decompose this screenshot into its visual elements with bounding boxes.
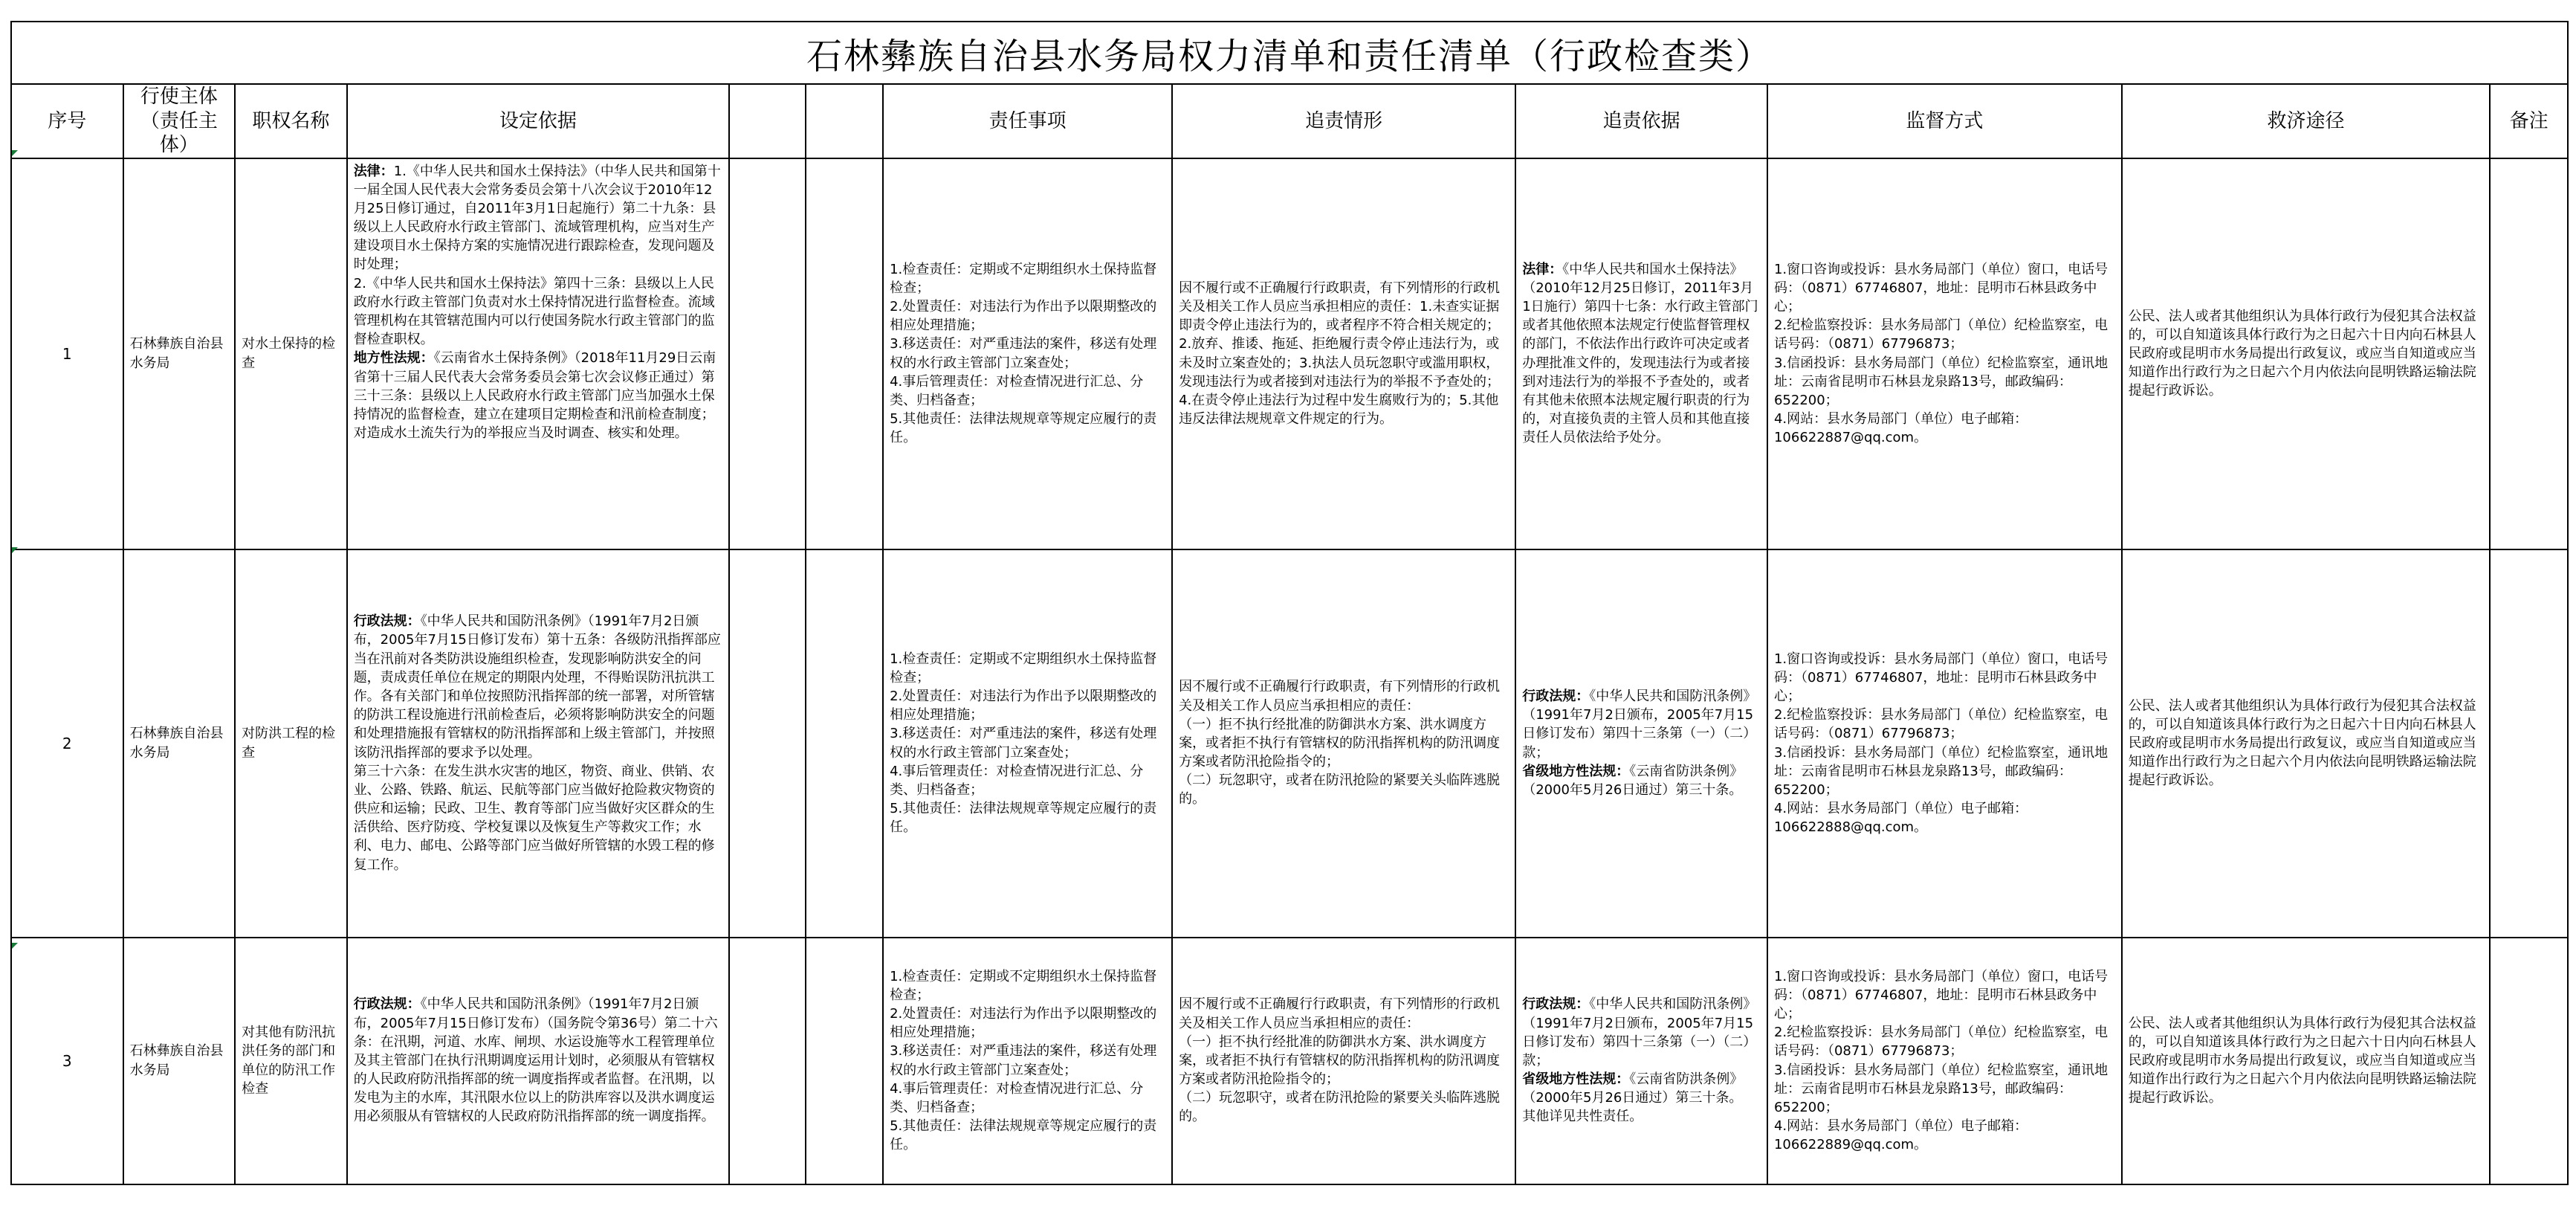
cell-comment-marker-icon — [12, 150, 18, 156]
header-row — [11, 84, 2568, 158]
sheet-title: 石林彝族自治县水务局权力清单和责任清单（行政检查类） — [10, 21, 2569, 83]
header-accountability: 追责情形 — [1172, 84, 1515, 158]
acc-basis-text: 《中华人民共和国防汛条例》（1991年7月2日颁布，2005年7月15日修订发布）第四十三条第（一）（二）款； — [1522, 688, 1757, 761]
cell-basis[interactable] — [347, 938, 729, 1184]
cell-duty[interactable]: 1.检查责任：定期或不定期组织水土保持监督检查； 2.处置责任：对违法行为作出予以限期整改的相应处理措施； 3.移送责任：对严重违法的案件，移送有处理权的水行政主管部门立案查处； 4.事后管理责任：对检查情况进行汇总、分类、归档备查； 5.其他责任：法律法规规章等规定应履行的责任。 — [883, 158, 1172, 549]
cell-seq[interactable]: 2 — [11, 549, 123, 938]
spreadsheet — [10, 21, 2569, 1196]
cell-subject[interactable]: 石林彝族自治县水务局 — [123, 549, 236, 938]
header-note: 备注 — [2490, 84, 2568, 158]
power-list-table — [10, 83, 2569, 1185]
basis-text: 1.《中华人民共和国水土保持法》（中华人民共和国第十一届全国人民代表大会常务委员会第十八次会议于2010年12月25日修订通过，自2011年3月1日起施行）第二十九条：县级以上人民政府水行政主管部门、流域管理机构，应当对生产建设项目水土保持方案的实施情况进行跟踪检查，发现问题及时处理； 2.《中华人民共和国水土保持法》第四十三条：县级以上人民政府水行政主管部门负责对水土保持情况进行监督检查。流域管理机构在其管辖范围内可以行使国务院水行政主管部门的监督检查职权。 — [353, 163, 721, 348]
cell-accountability[interactable]: 因不履行或不正确履行行政职责，有下列情形的行政机关及相关工作人员应当承担相应的责任： （一）拒不执行经批准的防御洪水方案、洪水调度方案，或者拒不执行有管辖权的防汛指挥机构的防汛调度方案或者防汛抢险指令的； （二）玩忽职守，或者在防汛抢险的紧要关头临阵逃脱的。 — [1172, 549, 1515, 938]
cell-duty[interactable]: 1.检查责任：定期或不定期组织水土保持监督检查； 2.处置责任：对违法行为作出予以限期整改的相应处理措施； 3.移送责任：对严重违法的案件，移送有处理权的水行政主管部门立案查处； 4.事后管理责任：对检查情况进行汇总、分类、归档备查； 5.其他责任：法律法规规章等规定应履行的责任。 — [883, 938, 1172, 1184]
header-supervision: 监督方式 — [1767, 84, 2122, 158]
cell-power[interactable]: 对其他有防汛抗洪任务的部门和单位的防汛工作检查 — [235, 938, 347, 1184]
table-row — [11, 938, 2568, 1184]
cell-acc-basis[interactable] — [1515, 938, 1767, 1184]
cell-duty[interactable]: 1.检查责任：定期或不定期组织水土保持监督检查； 2.处置责任：对违法行为作出予以限期整改的相应处理措施； 3.移送责任：对严重违法的案件，移送有处理权的水行政主管部门立案查处； 4.事后管理责任：对检查情况进行汇总、分类、归档备查； 5.其他责任：法律法规规章等规定应履行的责任。 — [883, 549, 1172, 938]
cell-acc-basis[interactable] — [1515, 549, 1767, 938]
header-duty: 责任事项 — [883, 84, 1172, 158]
cell-supervision[interactable]: 1.窗口咨询或投诉：县水务局部门（单位）窗口，电话号码：（0871）67746807，地址：昆明市石林县政务中心； 2.纪检监察投诉：县水务局部门（单位）纪检监察室，电话号码：（0871）67796873； 3.信函投诉：县水务局部门（单位）纪检监察室，通讯地址：云南省昆明市石林县龙泉路13号，邮政编码：652200； 4.网站：县水务局部门（单位）电子邮箱：106622888@qq.com。 — [1767, 549, 2122, 938]
cell-supervision[interactable]: 1.窗口咨询或投诉：县水务局部门（单位）窗口，电话号码：（0871）67746807，地址：昆明市石林县政务中心； 2.纪检监察投诉：县水务局部门（单位）纪检监察室，电话号码：（0871）67796873； 3.信函投诉：县水务局部门（单位）纪检监察室，通讯地址：云南省昆明市石林县龙泉路13号，邮政编码：652200； 4.网站：县水务局部门（单位）电子邮箱：106622887@qq.com。 — [1767, 158, 2122, 549]
cell-power[interactable]: 对水土保持的检查 — [235, 158, 347, 549]
cell-seq[interactable]: 1 — [11, 158, 123, 549]
cell-basis[interactable] — [347, 549, 729, 938]
basis-text: 《中华人民共和国防汛条例》（1991年7月2日颁布，2005年7月15日修订发布）（国务院令第36号）第二十六条：在汛期，河道、水库、闸坝、水运设施等水工程管理单位及其主管部门在执行汛期调度运用计划时，必须服从有管辖权的人民政府防汛指挥部的统一调度指挥或者监督。在汛期，以发电为主的水库，其汛限水位以上的防洪库容以及洪水调度运用必须服从有管辖权的人民政府防汛指挥部的统一调度指挥。 — [353, 996, 718, 1125]
acc-basis-label: 行政法规： — [1522, 688, 1590, 704]
header-blank-2 — [806, 84, 884, 158]
basis-label: 行政法规： — [353, 996, 421, 1013]
acc-basis-text: 《中华人民共和国防汛条例》（1991年7月2日颁布，2005年7月15日修订发布）第四十三条第（一）（二）款； — [1522, 996, 1757, 1068]
cell-blank[interactable] — [806, 549, 884, 938]
cell-basis[interactable] — [347, 158, 729, 549]
cell-accountability[interactable]: 因不履行或不正确履行行政职责，有下列情形的行政机关及相关工作人员应当承担相应的责任： （一）拒不执行经批准的防御洪水方案、洪水调度方案，或者拒不执行有管辖权的防汛指挥机构的防汛调度方案或者防汛抢险指令的； （二）玩忽职守，或者在防汛抢险的紧要关头临阵逃脱的。 — [1172, 938, 1515, 1184]
basis-label: 法律： — [353, 163, 394, 179]
cell-blank[interactable] — [729, 549, 805, 938]
cell-note[interactable] — [2490, 938, 2568, 1184]
basis-text: 《中华人民共和国防汛条例》（1991年7月2日颁布，2005年7月15日修订发布）第十五条：各级防汛指挥部应当在汛前对各类防洪设施组织检查，发现影响防洪安全的问题，责成责任单位在规定的期限内处理，不得贻误防汛抗洪工作。各有关部门和单位按照防汛指挥部的统一部署，对所管辖的防洪工程设施进行汛前检查后，必须将影响防洪安全的问题和处理措施报有管辖权的防汛指挥部和上级主管部门，并按照该防汛指挥部的要求予以处理。 第三十六条：在发生洪水灾害的地区，物资、商业、供销、农业、公路、铁路、航运、民航等部门应当做好抢险救灾物资的供应和运输；民政、卫生、教育等部门应当做好灾区群众的生活供给、医疗防疫、学校复课以及恢复生产等救灾工作；水利、电力、邮电、公路等部门应当做好所管辖的水毁工程的修复工作。 — [353, 613, 721, 873]
cell-power[interactable]: 对防洪工程的检查 — [235, 549, 347, 938]
header-basis: 设定依据 — [347, 84, 729, 158]
cell-blank[interactable] — [806, 158, 884, 549]
acc-basis-text: 《云南省防洪条例》（2000年5月26日通过）第三十条。 — [1522, 763, 1744, 798]
table-row — [11, 549, 2568, 938]
acc-basis-label: 省级地方性法规： — [1522, 1071, 1630, 1088]
acc-basis-label: 省级地方性法规： — [1522, 763, 1630, 779]
basis-label: 地方性法规： — [353, 350, 434, 367]
cell-note[interactable] — [2490, 549, 2568, 938]
acc-basis-label: 行政法规： — [1522, 996, 1590, 1013]
cell-remedy[interactable]: 公民、法人或者其他组织认为具体行政行为侵犯其合法权益的，可以自知道该具体行政行为之日起六十日内向石林县人民政府或昆明市水务局提出行政复议，或应当自知道或应当知道作出行政行为之日起六个月内依法向昆明铁路运输法院提起行政诉讼。 — [2122, 549, 2491, 938]
cell-blank[interactable] — [806, 938, 884, 1184]
cell-accountability[interactable]: 因不履行或不正确履行行政职责，有下列情形的行政机关及相关工作人员应当承担相应的责任：1.未查实证据即责令停止违法行为的，或者程序不符合相关规定的；2.放弃、推诿、拖延、拒绝履行责令停止违法行为，或未及时立案查处的；3.执法人员玩忽职守或滥用职权，发现违法行为或者接到对违法行为的举报不予查处的；4.在责令停止违法行为过程中发生腐败行为的；5.其他违反法律法规规章文件规定的行为。 — [1172, 158, 1515, 549]
cell-blank[interactable] — [729, 938, 805, 1184]
cell-remedy[interactable]: 公民、法人或者其他组织认为具体行政行为侵犯其合法权益的，可以自知道该具体行政行为之日起六十日内向石林县人民政府或昆明市水务局提出行政复议，或应当自知道或应当知道作出行政行为之日起六个月内依法向昆明铁路运输法院提起行政诉讼。 — [2122, 158, 2491, 549]
acc-basis-text: 《中华人民共和国水土保持法》（2010年12月25日修订，2011年3月1日施行）第四十七条：水行政主管部门或者其他依照本法规定行使监督管理权的部门，不依法作出行政许可决定或者办理批准文件的，发现违法行为或者接到对违法行为的举报不予查处的，或者有其他未依照本法规定履行职责的行为的，对直接负责的主管人员和其他直接责任人员依法给予处分。 — [1522, 261, 1758, 446]
cell-supervision[interactable]: 1.窗口咨询或投诉：县水务局部门（单位）窗口，电话号码：（0871）67746807，地址：昆明市石林县政务中心； 2.纪检监察投诉：县水务局部门（单位）纪检监察室，电话号码：（0871）67796873； 3.信函投诉：县水务局部门（单位）纪检监察室，通讯地址：云南省昆明市石林县龙泉路13号，邮政编码：652200； 4.网站：县水务局部门（单位）电子邮箱：106622889@qq.com。 — [1767, 938, 2122, 1184]
header-blank-1 — [729, 84, 805, 158]
cell-seq[interactable]: 3 — [11, 938, 123, 1184]
cell-blank[interactable] — [729, 158, 805, 549]
cell-subject[interactable]: 石林彝族自治县水务局 — [123, 158, 236, 549]
header-subject: 行使主体 （责任主 体） — [123, 84, 236, 158]
header-remedy: 救济途径 — [2122, 84, 2491, 158]
basis-text: 《云南省水土保持条例》（2018年11月29日云南省第十三届人民代表大会常务委员会第七次会议修正通过）第三十三条：县级以上人民政府水行政主管部门应当加强水土保持情况的监督检查，建立在建项目定期检查和汛前检查制度；对造成水土流失行为的举报应当及时调查、核实和处理。 — [353, 350, 716, 442]
cell-acc-basis[interactable] — [1515, 158, 1767, 549]
header-seq: 序号 — [11, 84, 123, 158]
cell-comment-marker-icon — [12, 547, 18, 553]
table-row — [11, 158, 2568, 549]
cell-remedy[interactable]: 公民、法人或者其他组织认为具体行政行为侵犯其合法权益的，可以自知道该具体行政行为之日起六十日内向石林县人民政府或昆明市水务局提出行政复议，或应当自知道或应当知道作出行政行为之日起六个月内依法向昆明铁路运输法院提起行政诉讼。 — [2122, 938, 2491, 1184]
acc-basis-label: 法律： — [1522, 261, 1563, 277]
basis-label: 行政法规： — [353, 613, 421, 630]
header-power: 职权名称 — [235, 84, 347, 158]
header-acc-basis: 追责依据 — [1515, 84, 1767, 158]
cell-subject[interactable]: 石林彝族自治县水务局 — [123, 938, 236, 1184]
acc-basis-text: 《云南省防洪条例》（2000年5月26日通过）第三十条。 其他详见共性责任。 — [1522, 1071, 1744, 1125]
cell-comment-marker-icon — [12, 943, 18, 949]
cell-note[interactable] — [2490, 158, 2568, 549]
